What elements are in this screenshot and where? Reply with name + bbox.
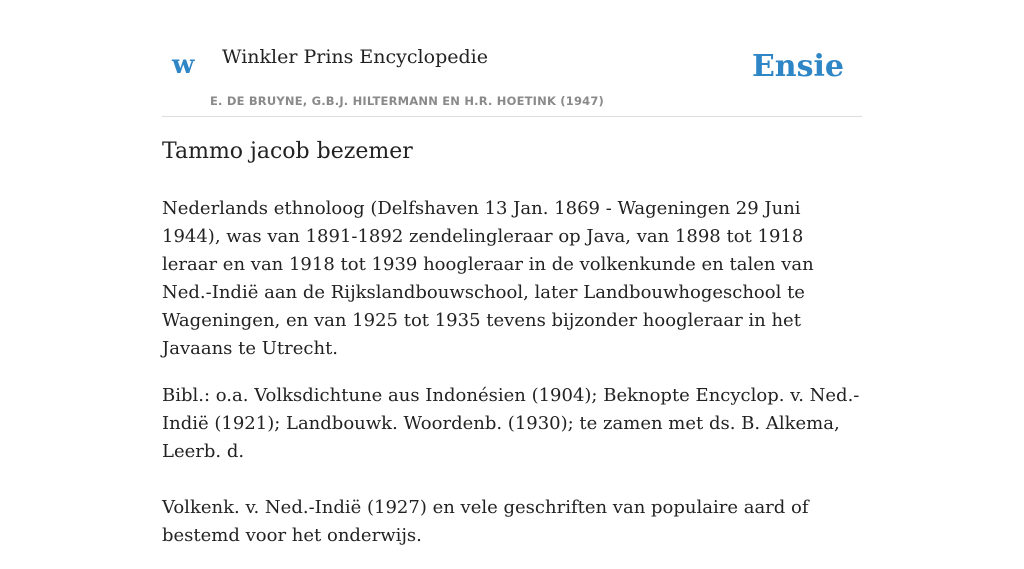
- entry-bibliography: Bibl.: o.a. Volksdichtune aus Indonésien (1904); Beknopte Encyclop. v. Ned.-Indië (1921); Landbouwk. Woordenb. (1930); te zamen met ds. B. Alkema, Leerb. d.: [162, 384, 860, 462]
- entry-content: [162, 138, 862, 569]
- encyclopedia-authors: E. DE BRUYNE, G.B.J. HILTERMANN EN H.R. HOETINK (1947): [210, 94, 605, 108]
- entry-paragraph: Nederlands ethnoloog (Delfshaven 13 Jan. 1869 - Wageningen 29 Juni 1944), was van 1891-1892 zendelingleraar op Java, van 1898 tot 1918 leraar en van 1918 tot 1939 hoogleraar in de volkenkunde en talen van Ned.-Indië aan de Rijkslandbouwschool, later Landbouwhogeschool te Wageningen, en van 1925 tot 1935 tevens bijzonder hoogleraar in het Javaans te Utrecht.: [162, 197, 814, 359]
- entry-paragraph: Volkenk. v. Ned.-Indië (1927) en vele geschriften van populaire aard of bestemd voor het onderwijs.: [162, 496, 809, 546]
- ensie-logo[interactable]: Ensie: [751, 49, 844, 84]
- page: [162, 0, 862, 546]
- header: [162, 0, 862, 117]
- entry-title: Tammo jacob bezemer: [162, 139, 413, 164]
- encyclopedia-logo-icon[interactable]: w: [172, 50, 195, 80]
- encyclopedia-title-link[interactable]: Winkler Prins Encyclopedie: [222, 46, 488, 68]
